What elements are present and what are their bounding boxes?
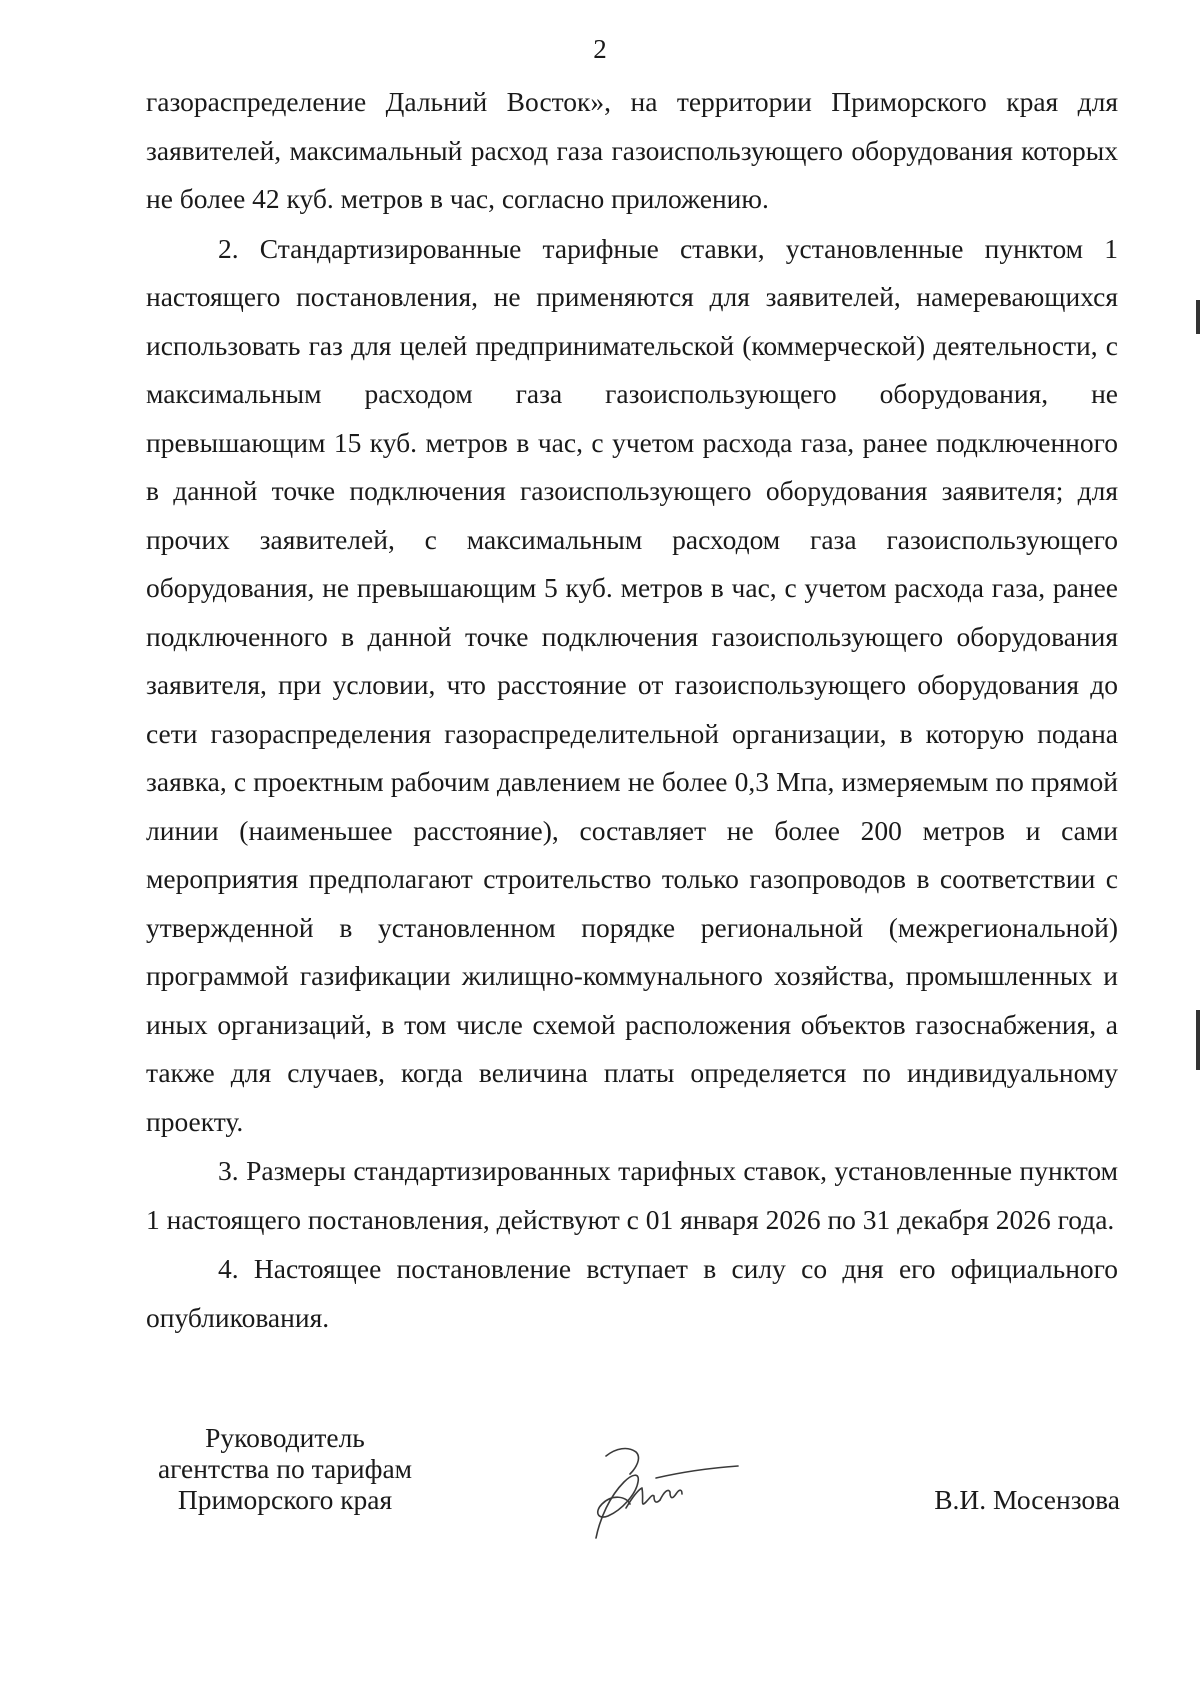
document-body (146, 78, 1118, 1343)
signer-name: В.И. Мосензова (934, 1484, 1120, 1515)
position-line-3: Приморского края (177, 1484, 393, 1515)
paragraph-item-2: 2. Стандартизированные тарифные ставки, установленные пунктом 1 настоящего постановления, не применяются для заявителей, намеревающихся использовать газ для целей предпринимательской (коммерческой) деятельности, с максимальным расходом газа газоиспользующего оборудования, не превышающим 15 куб. метров в час, с учетом расхода газа, ранее подключенного в данной точке подключения газоиспользующего оборудования заявителя; для прочих заявителей, с максимальным расходом газа газоиспользующего оборудования, не превышающим 5 куб. метров в час, с учетом расхода газа, ранее подключенного в данной точке подключения газоиспользующего оборудования заявителя, при условии, что расстояние от газоиспользующего оборудования до сети газораспределения газораспределительной организации, в которую подана заявка, с проектным рабочим давлением не более 0,3 Мпа, измеряемым по прямой линии (наименьшее расстояние), составляет не более 200 метров и сами мероприятия предполагают строительство только газопроводов в соответствии с утвержденной в установленном порядке региональной (межрегиональной) программой газификации жилищно-коммунального хозяйства, промышленных и иных организаций, в том числе схемой расположения объектов газоснабжения, а также для случаев, когда величина платы определяется по индивидуальному проекту. (146, 232, 1118, 1137)
scan-edge-mark (1196, 1010, 1200, 1070)
paragraph-continuation: газораспределение Дальний Восток», на территории Приморского края для заявителей, максимальный расход газа газоиспользующего оборудования которых не более 42 куб. метров в час, согласно приложению. (146, 86, 1118, 214)
scan-edge-mark (1196, 300, 1200, 334)
handwritten-signature (586, 1438, 746, 1548)
paragraph-item-3: 3. Размеры стандартизированных тарифных ставок, установленные пунктом 1 настоящего постановления, действуют с 01 января 2026 по 31 декабря 2026 года. (146, 1155, 1118, 1235)
page-number: 2 (593, 34, 607, 64)
paragraph-item-4: 4. Настоящее постановление вступает в силу со дня его официального опубликования. (146, 1253, 1118, 1333)
position-line-1: Руководитель (205, 1422, 365, 1453)
position-line-2: агентства по тарифам (157, 1453, 413, 1484)
signatory-position (140, 1422, 430, 1515)
